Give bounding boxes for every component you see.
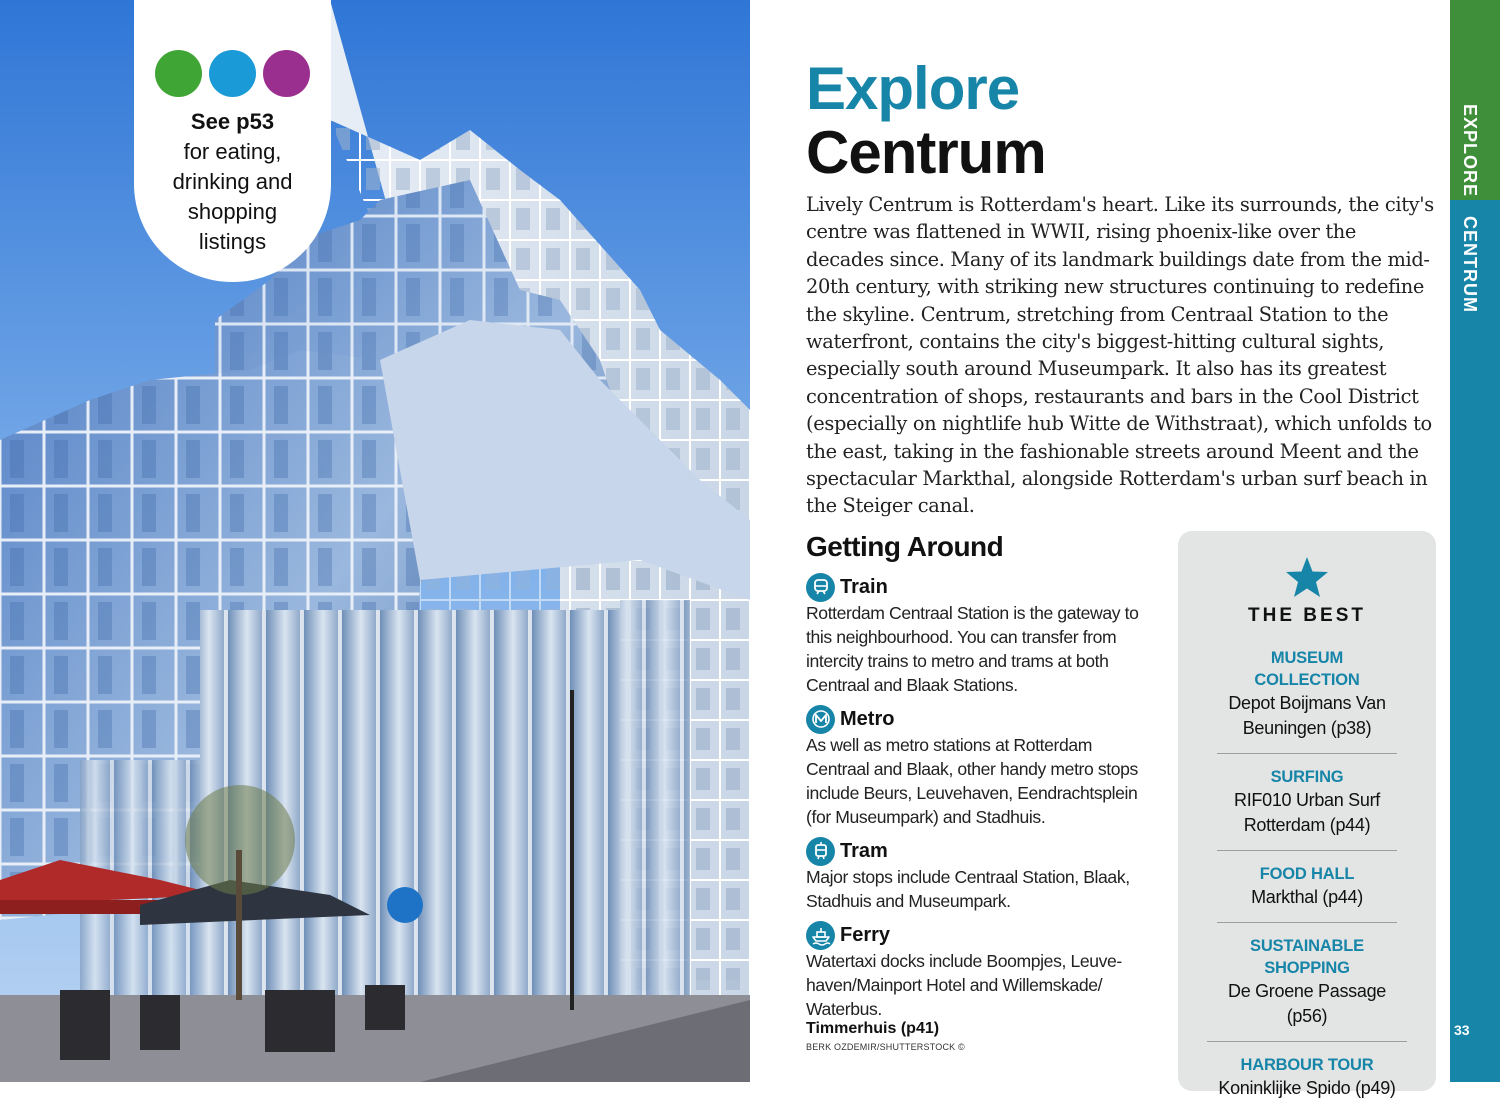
best-category: HARBOUR TOUR [1240,1056,1374,1074]
star-icon [1285,555,1329,599]
side-tab-explore [1450,0,1500,200]
timmerhuis-photo [0,0,750,1082]
getting-around-item-metro [806,705,1156,829]
listing-icons [134,50,331,97]
getting-around-title: Metro [840,707,895,730]
getting-around-title: Train [840,575,888,598]
photo-illustration [0,0,750,1082]
best-category: MUSEUM COLLECTION [1254,649,1360,689]
best-category: SURFING [1270,768,1344,786]
listing-note-bubble [134,0,331,282]
getting-around-text: As well as metro stations at Rotterdam Centraal and Blaak, other handy metro stops include Beurs, Leuvehaven, Eendrachtsplein (for Museumpark) and Stadhuis. [806,735,1138,827]
best-item [1217,1054,1397,1113]
metro-icon [806,705,835,734]
best-name: Depot Boijmans Van Beuningen (p38) [1228,693,1386,738]
getting-around-item-ferry [806,921,1156,1021]
listing-page-ref: See p53 [190,109,275,134]
the-best-box [1178,531,1436,1098]
best-name: Koninklijke Spido (p49) [1218,1078,1396,1098]
best-item [1217,863,1397,923]
best-item [1217,766,1397,851]
getting-around-text: Major stops include Centraal Station, Blaak, Stadhuis and Museumpark. [806,867,1130,911]
train-icon [806,573,835,602]
getting-around-text: Watertaxi docks include Boompjes, Leuve-haven/Mainport Hotel and Willemskade/ Waterbus. [806,951,1122,1019]
listing-note-text: for eating, drinking and shopping listings [172,139,293,254]
best-category: FOOD HALL [1259,865,1355,883]
best-name: RIF010 Urban Surf Rotterdam (p44) [1234,790,1380,835]
best-name: De Groene Passage (p56) [1228,981,1386,1026]
eating-icon [155,50,202,97]
page-title-centrum: Centrum [806,119,1046,186]
page-title-explore: Explore [806,55,1020,122]
intro-paragraph: Lively Centrum is Rotterdam's heart. Like its surrounds, the city's centre was flattened in WWII, rising phoenix-like over the decades since. Many of its landmark buildings date from the mid-20th century, with striking new structures continuing to redefine the skyline. Centrum, stretching from Centraal Station to the waterfront, contains the city's biggest-hitting cultural sights, especially south around Museumpark. It also has its greatest concentration of shops, restaurants and bars in the Cool District (especially on nightlife hub Witte de Withstraat), which unfolds to the east, taking in the fashionable streets around Meent and the spectacular Markthal, alongside Rotterdam's urban surf beach in the Steiger canal. [806,193,1434,518]
best-category: SUSTAINABLE SHOPPING [1250,937,1364,977]
best-item [1217,647,1397,754]
getting-around-text: Rotterdam Centraal Station is the gateway to this neighbourhood. You can transfer from intercity trains to metro and trams at both Centraal and Blaak Stations. [806,603,1139,695]
getting-around-title: Ferry [840,923,891,946]
tram-icon [806,837,835,866]
getting-around-item-train [806,573,1156,697]
getting-around-list [806,573,1156,1029]
page-number: 33 [1454,1022,1470,1038]
best-name: Markthal (p44) [1251,887,1363,907]
photo-caption: Timmerhuis (p41) [806,1020,940,1037]
side-tab-centrum-label: CENTRUM [1460,216,1480,313]
getting-around-item-tram [806,837,1156,913]
getting-around-heading: Getting Around [806,531,1004,562]
ferry-icon [806,921,835,950]
getting-around-title: Tram [840,839,888,862]
side-tab-centrum [1450,200,1500,1082]
best-item [1207,935,1407,1042]
drinking-icon [209,50,256,97]
side-tab-explore-label: EXPLORE [1460,104,1480,198]
the-best-label: THE BEST [1248,605,1366,626]
photo-credit: BERK OZDEMIR/SHUTTERSTOCK © [806,1042,965,1052]
shopping-icon [263,50,310,97]
